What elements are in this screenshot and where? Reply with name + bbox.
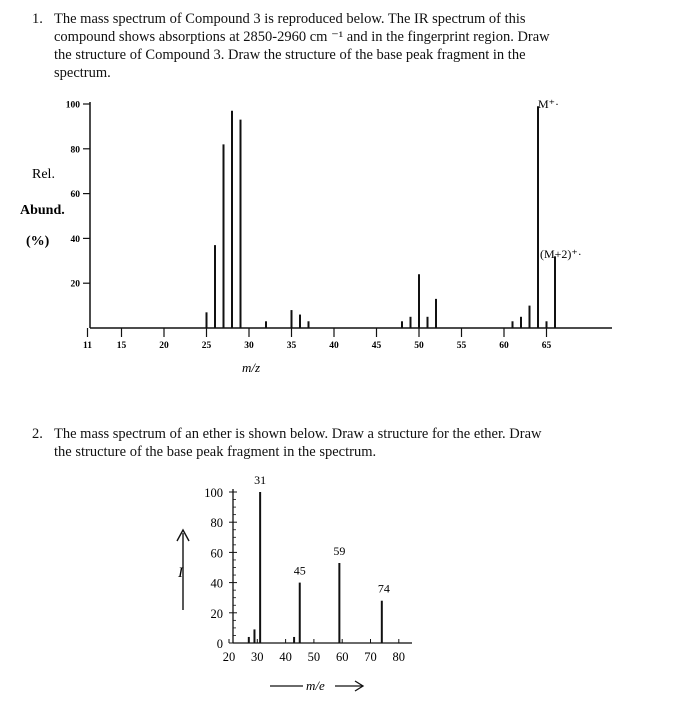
question-2-text: [54, 425, 541, 461]
x-tick-label: 50: [414, 341, 424, 351]
question-2-number: 2.: [32, 426, 43, 442]
x-axis-label: m/e: [306, 678, 325, 693]
x-tick-label: 25: [201, 341, 212, 351]
y-tick-label: 20: [210, 606, 223, 621]
question-1-line: compound shows absorptions at 2850-2960 cm ⁻¹ and in the fingerprint region. Draw: [54, 29, 550, 45]
x-tick-label: 50: [307, 650, 321, 664]
question-2-line: The mass spectrum of an ether is shown below. Draw a structure for the ether. Draw: [54, 426, 542, 442]
y-tick-label: 20: [70, 279, 80, 290]
peak-label: 74: [377, 581, 390, 596]
question-1-line: The mass spectrum of Compound 3 is reproduced below. The IR spectrum of this: [54, 11, 526, 27]
x-tick-label: 30: [244, 341, 254, 351]
chart-1-peaks: [207, 106, 556, 328]
question-1-line: spectrum.: [54, 65, 111, 81]
chart-2-peak-labels: [254, 473, 390, 596]
x-tick-label: 20: [222, 650, 236, 664]
y-tick-label: 40: [70, 234, 80, 245]
x-tick-label: 70: [364, 650, 377, 664]
x-tick-label: 65: [541, 341, 552, 351]
peak-label: 31: [254, 473, 267, 487]
x-tick-label: 11: [83, 341, 92, 351]
peak-label: 45: [293, 563, 306, 578]
x-tick-label: 60: [499, 341, 509, 351]
x-tick-label: 30: [251, 650, 264, 664]
x-tick-label: 55: [456, 341, 467, 351]
x-axis-label-group: [270, 678, 363, 693]
y-tick-label: 100: [204, 486, 223, 500]
x-tick-label: 60: [335, 650, 349, 664]
chart-2-peaks: [249, 492, 382, 643]
chart-1-annotations: [538, 97, 582, 261]
x-tick-label: 45: [371, 341, 382, 351]
y-axis-label-line-rel: Rel.: [32, 167, 55, 182]
y-tick-label: 60: [70, 190, 80, 201]
x-tick-label: 20: [159, 341, 169, 351]
y-axis-label-line-abund: Abund.: [20, 203, 65, 218]
question-1-line: the structure of Compound 3. Draw the structure of the base peak fragment in the: [54, 47, 526, 63]
y-axis-label-line-percent: (%): [26, 234, 50, 249]
y-tick-label: 80: [70, 145, 80, 156]
mass-spectrum-ether: [0, 460, 680, 709]
peak-label: 59: [333, 543, 346, 558]
x-tick-label: 40: [279, 650, 292, 664]
question-1-number: 1.: [32, 11, 43, 27]
x-tick-label: 40: [329, 341, 339, 351]
y-tick-label: 80: [210, 516, 223, 531]
y-tick-label: 0: [216, 637, 223, 651]
isotope-peak-label: (M+2)⁺·: [540, 247, 582, 261]
y-axis-label: I: [178, 565, 183, 581]
x-tick-label: 15: [116, 341, 127, 351]
y-tick-label: 60: [210, 546, 223, 561]
molecular-ion-label: M⁺·: [538, 97, 559, 111]
x-tick-label: 80: [392, 650, 406, 664]
x-axis-label: m/z: [242, 360, 261, 375]
question-2-line: the structure of the base peak fragment in the spectrum.: [54, 444, 377, 460]
y-tick-label: 100: [65, 100, 80, 111]
x-tick-label: 35: [286, 341, 297, 351]
y-tick-label: 40: [210, 576, 223, 591]
